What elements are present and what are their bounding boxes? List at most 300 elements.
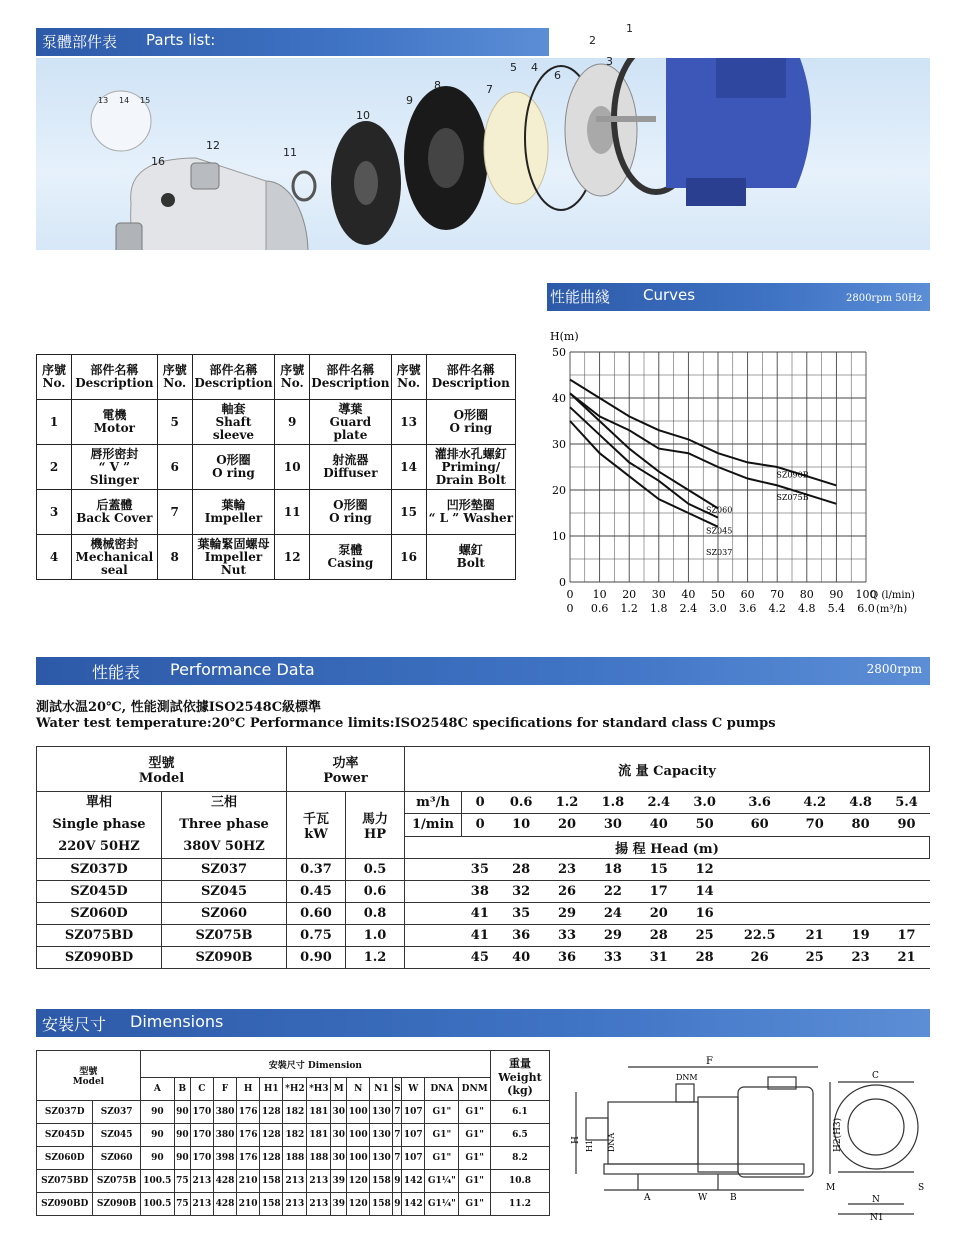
- part-description: [426, 400, 515, 445]
- perf-single-model: SZ090BD: [37, 947, 162, 969]
- dim-value-cell: 90: [174, 1147, 190, 1170]
- perf-lmin-value: 20: [544, 814, 590, 836]
- perf-head-value: 22: [590, 881, 636, 903]
- dim-value-cell: 188: [283, 1147, 307, 1170]
- dim-model-cell: SZ090BD: [37, 1193, 93, 1216]
- perf-kw-cn: 千瓦: [302, 812, 329, 827]
- y-tick-label: 50: [552, 346, 566, 359]
- part-name-cn: 射流器: [332, 453, 369, 467]
- dim-value-cell: G1": [459, 1124, 491, 1147]
- part-name-cn: 葉輪: [221, 498, 246, 512]
- callout-6: 6: [554, 69, 561, 82]
- x-tick-label: 90: [829, 588, 844, 601]
- part-name-en: O ring: [449, 421, 493, 435]
- part-number: 15: [391, 490, 426, 535]
- part-number: 5: [157, 400, 192, 445]
- perf-m3h-value: 1.2: [544, 792, 590, 814]
- parts-desc-header-en: Description: [311, 376, 390, 390]
- dim-value-cell: 210: [237, 1170, 260, 1193]
- parts-desc-header: [426, 355, 515, 400]
- drawing-label-M: M: [826, 1183, 836, 1193]
- parts-no-header-en: No.: [280, 376, 304, 390]
- x2-tick-label: 0: [566, 602, 574, 615]
- perf-row: [37, 859, 930, 881]
- x2-tick-label: 6.0: [857, 602, 875, 615]
- perf-lmin-value: 60: [728, 814, 792, 836]
- dim-value-cell: G1": [459, 1193, 491, 1216]
- series-label: SZ045: [706, 526, 733, 536]
- perf-head-value: 41: [462, 925, 499, 947]
- callout-2: 2: [589, 34, 596, 47]
- perf-head-value: 20: [636, 903, 682, 925]
- perf-head-value: [728, 859, 792, 881]
- perf-head-value: 15: [636, 859, 682, 881]
- parts-list-title-cn: 泵體部件表: [42, 33, 118, 51]
- dim-weight-cell: 10.8: [491, 1170, 550, 1193]
- dim-value-cell: 75: [174, 1193, 190, 1216]
- dim-value-cell: 90: [140, 1101, 174, 1124]
- dim-value-cell: 213: [190, 1170, 213, 1193]
- parts-desc-header: [192, 355, 274, 400]
- drawing-label-DNM: DNM: [676, 1073, 698, 1082]
- callout-14: 14: [119, 96, 130, 105]
- dim-col-header: DNM: [459, 1078, 491, 1101]
- perf-lmin-value: 50: [682, 814, 728, 836]
- dim-value-cell: 380: [213, 1101, 236, 1124]
- x-tick-label: 40: [681, 588, 696, 601]
- dim-value-cell: 9: [393, 1170, 402, 1193]
- dim-value-cell: 188: [307, 1147, 331, 1170]
- parts-header-row: [37, 355, 516, 400]
- perf-model-header: [37, 747, 287, 792]
- perf-head-value: 28: [636, 925, 682, 947]
- dim-value-cell: 213: [190, 1193, 213, 1216]
- dim-col-header: F: [213, 1078, 236, 1101]
- part-description: [310, 445, 391, 490]
- callout-11: 11: [283, 146, 297, 159]
- part-name-en: Impeller Nut: [204, 549, 263, 577]
- perf-model-en: Model: [138, 771, 185, 786]
- dim-col-header: A: [140, 1078, 174, 1101]
- perf-single-model: SZ045D: [37, 881, 162, 903]
- parts-row: [37, 535, 516, 580]
- dim-value-cell: 100: [347, 1101, 370, 1124]
- dim-col-header: N: [347, 1078, 370, 1101]
- perf-single-v: 220V 50HZ: [58, 839, 140, 854]
- perf-head-value: [884, 859, 930, 881]
- callout-12: 12: [206, 139, 220, 152]
- perf-head-value: 17: [636, 881, 682, 903]
- perf-three-v: 380V 50HZ: [183, 839, 265, 854]
- x-tick-label: 80: [799, 588, 814, 601]
- callout-16: 16: [151, 155, 165, 168]
- drawing-label-H1: H1: [585, 1139, 594, 1152]
- perf-lmin-value: 80: [838, 814, 884, 836]
- curves-title-cn: 性能曲綫: [550, 288, 611, 306]
- perf-spacer: [405, 903, 462, 925]
- part-number: 1: [37, 400, 72, 445]
- dim-value-cell: G1¼": [425, 1170, 459, 1193]
- y-axis-label: H(m): [550, 330, 579, 343]
- dim-col-header: M: [331, 1078, 347, 1101]
- part-name-en: Bolt: [456, 556, 485, 570]
- dim-model-cell: SZ090B: [93, 1193, 140, 1216]
- drawing-label-A: A: [644, 1193, 651, 1203]
- dim-value-cell: 107: [402, 1101, 425, 1124]
- perf-head-value: 26: [728, 947, 792, 969]
- part-number: 11: [275, 490, 310, 535]
- dim-value-cell: 142: [402, 1170, 425, 1193]
- perf-head-value: 25: [682, 925, 728, 947]
- part-number: 14: [391, 445, 426, 490]
- parts-no-header-en: No.: [42, 376, 66, 390]
- dim-col-header: S: [393, 1078, 402, 1101]
- parts-row: [37, 490, 516, 535]
- dim-value-cell: 181: [307, 1124, 331, 1147]
- perf-row: [37, 881, 930, 903]
- x2-tick-label: 4.8: [798, 602, 816, 615]
- y-tick-label: 0: [559, 576, 566, 589]
- dim-value-cell: 30: [331, 1101, 347, 1124]
- perf-head-value: 28: [498, 859, 544, 881]
- parts-desc-header: [310, 355, 391, 400]
- y-tick-label: 30: [552, 438, 566, 451]
- part-name-cn: 機械密封: [90, 536, 139, 551]
- curves-rpm: 2800rpm 50Hz: [845, 293, 922, 304]
- parts-list-title-en: Parts list:: [146, 31, 216, 49]
- callout-3: 3: [606, 55, 613, 68]
- part-name-en: O ring: [212, 466, 255, 480]
- part-name-cn: O形圈: [333, 498, 368, 512]
- parts-no-header-en: No.: [397, 376, 421, 390]
- dim-value-cell: 100.5: [140, 1170, 174, 1193]
- part-description: [72, 535, 158, 580]
- perf-single-cn: 單相: [85, 795, 112, 810]
- perf-m3h-value: 0: [462, 792, 499, 814]
- perf-head-value: [838, 903, 884, 925]
- dimensions-banner: [36, 1009, 930, 1037]
- parts-no-header: [157, 355, 192, 400]
- perf-power-en: Power: [323, 771, 368, 786]
- dim-value-cell: 142: [402, 1193, 425, 1216]
- part-description: [310, 400, 391, 445]
- perf-kw: 0.45: [287, 881, 346, 903]
- part-name-en: Casing: [327, 556, 374, 570]
- dim-dimension-header: 安裝尺寸 Dimension: [140, 1051, 490, 1078]
- dim-value-cell: 176: [237, 1147, 260, 1170]
- part-name-en: Guard plate: [329, 414, 372, 442]
- part-number: 13: [391, 400, 426, 445]
- callout-4: 4: [531, 61, 538, 74]
- perf-head-value: [792, 859, 838, 881]
- performance-title-en: Performance Data: [170, 660, 315, 679]
- part-name-en: “ L ” Washer: [428, 511, 514, 525]
- dim-value-cell: 213: [307, 1170, 331, 1193]
- parts-no-header-cn: 序號: [280, 363, 305, 377]
- perf-three-model: SZ060: [162, 903, 287, 925]
- perf-three-model: SZ075B: [162, 925, 287, 947]
- part-name-en: “ V ” Slinger: [89, 459, 139, 487]
- dim-value-cell: 181: [307, 1101, 331, 1124]
- y-tick-label: 20: [552, 484, 566, 497]
- dim-value-cell: G1¼": [425, 1193, 459, 1216]
- part-number: 3: [37, 490, 72, 535]
- part-name-en: Impeller: [204, 511, 263, 525]
- dimensions-title-en: Dimensions: [130, 1012, 224, 1031]
- x-tick-label: 20: [622, 588, 637, 601]
- part-description: [72, 490, 158, 535]
- perf-hp: 0.5: [346, 859, 405, 881]
- part-name-en: Diffuser: [323, 466, 378, 480]
- part-name-en: O ring: [329, 511, 372, 525]
- perf-three-model: SZ045: [162, 881, 287, 903]
- part-number: 4: [37, 535, 72, 580]
- part-name-cn: 軸套: [221, 401, 246, 416]
- parts-desc-header-cn: 部件名稱: [90, 363, 139, 377]
- performance-title-cn: 性能表: [92, 663, 141, 682]
- perf-three-model: SZ037: [162, 859, 287, 881]
- series-label: SZ075B: [776, 492, 809, 502]
- dim-value-cell: 213: [283, 1193, 307, 1216]
- part-number: 6: [157, 445, 192, 490]
- dim-value-cell: G1": [459, 1101, 491, 1124]
- perf-m3h-value: 1.8: [590, 792, 636, 814]
- part-name-cn: 葉輪緊固螺母: [197, 536, 270, 551]
- callout-9: 9: [406, 94, 413, 107]
- perf-head-value: 16: [682, 903, 728, 925]
- perf-spacer: [405, 947, 462, 969]
- perf-head-value: 21: [792, 925, 838, 947]
- parts-no-header-cn: 序號: [396, 363, 421, 377]
- perf-lmin-value: 30: [590, 814, 636, 836]
- part-name-cn: O形圈: [453, 408, 489, 422]
- perf-kw: 0.90: [287, 947, 346, 969]
- dim-value-cell: 158: [260, 1193, 283, 1216]
- parts-desc-header: [72, 355, 158, 400]
- x2-tick-label: 4.2: [768, 602, 786, 615]
- y-tick-label: 10: [552, 530, 566, 543]
- part-description: [310, 490, 391, 535]
- dim-model-cell: SZ045D: [37, 1124, 93, 1147]
- dim-value-cell: 120: [347, 1170, 370, 1193]
- perf-lmin-value: 90: [884, 814, 930, 836]
- dim-value-cell: 130: [370, 1147, 393, 1170]
- part-number: 7: [157, 490, 192, 535]
- perf-hp: 1.0: [346, 925, 405, 947]
- part-number: 16: [391, 535, 426, 580]
- dim-weight-cell: 6.1: [491, 1101, 550, 1124]
- perf-power-header: [287, 747, 405, 792]
- dim-value-cell: 128: [260, 1124, 283, 1147]
- callout-15: 15: [140, 96, 151, 105]
- perf-m3h-value: 4.8: [838, 792, 884, 814]
- dim-value-cell: 7: [393, 1124, 402, 1147]
- part-number: 8: [157, 535, 192, 580]
- parts-row: [37, 400, 516, 445]
- dim-value-cell: G1": [425, 1147, 459, 1170]
- perf-head-value: 35: [498, 903, 544, 925]
- drawing-label-S: S: [918, 1183, 925, 1193]
- callout-5: 5: [510, 61, 517, 74]
- x-tick-label: 0: [566, 588, 574, 601]
- perf-kw: 0.75: [287, 925, 346, 947]
- dim-value-cell: 213: [283, 1170, 307, 1193]
- performance-banner: [36, 657, 930, 685]
- dim-value-cell: 176: [237, 1101, 260, 1124]
- callout-7: 7: [486, 83, 493, 96]
- perf-kw: 0.60: [287, 903, 346, 925]
- perf-head-value: [838, 881, 884, 903]
- dim-value-cell: G1": [459, 1170, 491, 1193]
- perf-head-value: [884, 903, 930, 925]
- part-name-cn: 灌排水孔螺釘: [434, 446, 507, 461]
- part-number: 2: [37, 445, 72, 490]
- perf-m3h-value: 5.4: [884, 792, 930, 814]
- dim-value-cell: 100.5: [140, 1193, 174, 1216]
- perf-m3h-value: 3.6: [728, 792, 792, 814]
- part-number: 10: [275, 445, 310, 490]
- perf-head-value: 33: [544, 925, 590, 947]
- dim-value-cell: 107: [402, 1124, 425, 1147]
- perf-m3h-value: 0.6: [498, 792, 544, 814]
- dim-value-cell: 158: [260, 1170, 283, 1193]
- callout-10: 10: [356, 109, 370, 122]
- drawing-label-B: B: [730, 1193, 737, 1203]
- perf-note-cn: 測試水温20℃, 性能測試依據ISO2548C級標準: [36, 700, 322, 715]
- parts-table: [36, 354, 516, 580]
- x2-tick-label: 2.4: [679, 602, 698, 615]
- dim-col-header: DNA: [425, 1078, 459, 1101]
- dim-weight-unit: (kg): [507, 1083, 533, 1097]
- dim-model-en: Model: [72, 1077, 105, 1087]
- perf-head-value: 28: [682, 947, 728, 969]
- dim-model-cell: SZ075BD: [37, 1170, 93, 1193]
- dim-value-cell: 398: [213, 1147, 236, 1170]
- drawing-label-H2H3: H2(H3): [833, 1117, 843, 1152]
- parts-no-header-en: No.: [163, 376, 187, 390]
- dim-value-cell: 100: [347, 1147, 370, 1170]
- part-description: [310, 535, 391, 580]
- perf-kw-header: [287, 792, 346, 859]
- dim-row: [37, 1124, 550, 1147]
- perf-head-value: [792, 903, 838, 925]
- perf-m3h-label: m³/h: [405, 792, 462, 814]
- perf-head-value: 40: [498, 947, 544, 969]
- exploded-pump-drawing: [36, 58, 930, 250]
- dim-model-cell: SZ075B: [93, 1170, 140, 1193]
- perf-head-value: 25: [792, 947, 838, 969]
- perf-head-value: 35: [462, 859, 499, 881]
- perf-three-model: SZ090B: [162, 947, 287, 969]
- perf-head-value: 45: [462, 947, 499, 969]
- perf-lmin-value: 70: [792, 814, 838, 836]
- perf-single-header: [37, 792, 162, 859]
- x-axis-label: Q (l/min): [870, 590, 915, 601]
- parts-no-header-cn: 序號: [162, 363, 187, 377]
- perf-head-value: 26: [544, 881, 590, 903]
- part-description: [426, 490, 515, 535]
- dim-col-header: *H3: [307, 1078, 331, 1101]
- part-name-cn: 凹形墊圈: [446, 498, 495, 512]
- curves-title-en: Curves: [643, 286, 696, 304]
- dim-value-cell: 30: [331, 1147, 347, 1170]
- perf-head-value: 32: [498, 881, 544, 903]
- perf-hp: 0.8: [346, 903, 405, 925]
- perf-head-value: 29: [544, 903, 590, 925]
- perf-head-value: 41: [462, 903, 499, 925]
- dim-weight-cell: 8.2: [491, 1147, 550, 1170]
- callout-1: 1: [626, 22, 633, 35]
- part-name-en: Motor: [93, 421, 135, 435]
- dim-value-cell: 380: [213, 1124, 236, 1147]
- part-name-en: Mechanical seal: [75, 549, 154, 577]
- drawing-label-H: H: [571, 1136, 581, 1144]
- drawing-label-W: W: [698, 1193, 708, 1203]
- perf-hp: 1.2: [346, 947, 405, 969]
- drawing-label-DNA: DNA: [607, 1132, 616, 1152]
- dimensions-table: [36, 1050, 550, 1216]
- drawing-label-N1: N1: [870, 1213, 884, 1222]
- part-description: [192, 535, 274, 580]
- part-description: [426, 535, 515, 580]
- dim-value-cell: G1": [425, 1101, 459, 1124]
- dim-col-header: B: [174, 1078, 190, 1101]
- perf-head-value: 29: [590, 925, 636, 947]
- dim-row: [37, 1147, 550, 1170]
- dim-value-cell: 170: [190, 1101, 213, 1124]
- part-name-en: Shaft sleeve: [212, 414, 255, 442]
- dim-value-cell: 90: [140, 1147, 174, 1170]
- dim-row: [37, 1193, 550, 1216]
- part-name-cn: 后蓋體: [96, 498, 133, 512]
- perf-lmin-value: 40: [636, 814, 682, 836]
- part-description: [72, 400, 158, 445]
- part-name-cn: O形圈: [216, 453, 251, 467]
- perf-head-value: [884, 881, 930, 903]
- dim-value-cell: 100: [347, 1124, 370, 1147]
- dim-value-cell: 7: [393, 1101, 402, 1124]
- part-description: [192, 445, 274, 490]
- x2-axis-label: (m³/h): [876, 604, 908, 615]
- dim-value-cell: 9: [393, 1193, 402, 1216]
- perf-hp-unit: HP: [363, 827, 387, 842]
- perf-power-cn: 功率: [332, 756, 359, 771]
- perf-head-value: 23: [544, 859, 590, 881]
- dim-col-header: *H2: [283, 1078, 307, 1101]
- series-label: SZ090B: [776, 470, 809, 480]
- perf-spacer: [405, 859, 462, 881]
- dim-value-cell: 90: [140, 1124, 174, 1147]
- dim-model-cell: SZ037: [93, 1101, 140, 1124]
- perf-head-value: 38: [462, 881, 499, 903]
- parts-row: [37, 445, 516, 490]
- dimension-drawing: [568, 1052, 930, 1222]
- perf-head-value: [728, 881, 792, 903]
- dim-model-cell: SZ037D: [37, 1101, 93, 1124]
- part-name-cn: 唇形密封: [90, 446, 139, 461]
- callout-13: 13: [98, 96, 109, 105]
- dim-value-cell: 158: [370, 1170, 393, 1193]
- dim-col-header: C: [190, 1078, 213, 1101]
- x-tick-label: 50: [711, 588, 725, 601]
- perf-head-value: 12: [682, 859, 728, 881]
- perf-three-cn: 三相: [210, 795, 237, 810]
- part-name-en: Priming/ Drain Bolt: [435, 459, 506, 487]
- dim-value-cell: 90: [174, 1101, 190, 1124]
- dim-model-cn: 型號: [79, 1067, 98, 1077]
- perf-head-value: 22.5: [728, 925, 792, 947]
- dim-model-cell: SZ060D: [37, 1147, 93, 1170]
